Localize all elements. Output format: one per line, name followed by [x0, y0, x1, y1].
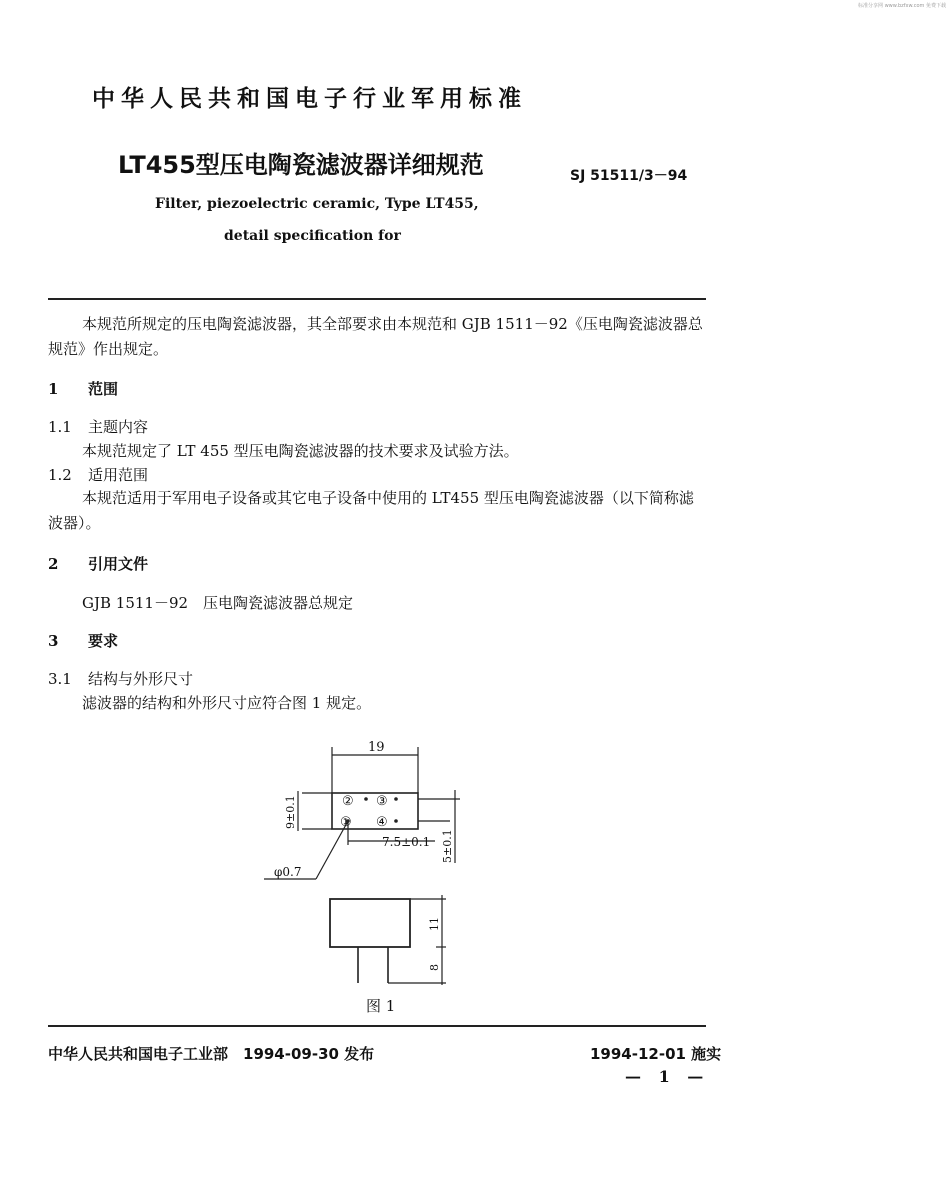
- dim-height-label: 9±0.1: [284, 795, 297, 829]
- section-1-heading: [48, 378, 118, 399]
- footer-issuer: 中华人民共和国电子工业部 1994-09-30 发布: [48, 1045, 375, 1063]
- dim-body-label: 11: [428, 917, 441, 931]
- document-title: LT455型压电陶瓷滤波器详细规范: [118, 151, 484, 179]
- figure-caption: 图 1: [366, 997, 396, 1015]
- pin-dot: [364, 797, 368, 801]
- section-title: 主题内容: [88, 418, 149, 436]
- bottom-rule: [48, 1025, 706, 1027]
- section-2-heading: [48, 553, 148, 574]
- section-number: 2: [48, 555, 59, 573]
- section-title: 结构与外形尺寸: [88, 670, 194, 688]
- section-3-1-heading: [48, 668, 193, 689]
- section-1-1-text: 本规范规定了 LT 455 型压电陶瓷滤波器的技术要求及试验方法。: [82, 442, 519, 460]
- dim-width-label: 19: [368, 740, 385, 755]
- pin-dot: [394, 819, 398, 823]
- pin-4-label: ④: [376, 815, 388, 830]
- section-title: 引用文件: [88, 555, 149, 573]
- pin-2-label: ②: [342, 794, 354, 809]
- page-number: — 1 —: [625, 1067, 710, 1086]
- section-1-2-heading: [48, 464, 148, 485]
- dim-pin-dia-label: φ0.7: [274, 865, 302, 879]
- section-title: 范围: [88, 380, 119, 398]
- section-3-heading: [48, 630, 118, 651]
- intro-paragraph: 本规范所规定的压电陶瓷滤波器，其全部要求由本规范和 GJB 1511－92《压电陶瓷滤波器总规范》作出规定。: [48, 315, 703, 358]
- section-number: 1.2: [48, 466, 72, 484]
- section-number: 1: [48, 380, 59, 398]
- top-rule: [48, 298, 706, 300]
- section-number: 3.1: [48, 670, 72, 688]
- footer-effective-date: 1994-12-01 施实: [590, 1045, 722, 1063]
- section-title: 要求: [88, 632, 119, 650]
- dim-lead-label: 8: [428, 964, 441, 971]
- section-title: 适用范围: [88, 466, 149, 484]
- standard-header: 中华人民共和国电子行业军用标准: [92, 86, 527, 112]
- dim-pin-pitch-label: 5±0.1: [441, 829, 454, 863]
- section-number: 3: [48, 632, 59, 650]
- filter-side-view: [330, 899, 410, 947]
- figure-1-drawing: [250, 735, 470, 995]
- section-number: 1.1: [48, 418, 72, 436]
- pin-dot: [394, 797, 398, 801]
- dim-pitch-label: 7.5±0.1: [382, 835, 431, 849]
- watermark-text: 标准分享网 www.bzfxw.com 免费下载: [858, 3, 946, 9]
- pin-3-label: ③: [376, 794, 388, 809]
- pin-1-label: ①: [340, 815, 352, 830]
- section-1-2-text: 本规范适用于军用电子设备或其它电子设备中使用的 LT455 型压电陶瓷滤波器（以下简称滤波器）。: [48, 489, 694, 532]
- section-2-text: GJB 1511－92 压电陶瓷滤波器总规定: [82, 594, 354, 612]
- english-title-line1: Filter, piezoelectric ceramic, Type LT455,: [155, 196, 479, 212]
- english-title-line2: detail specification for: [224, 228, 401, 244]
- section-3-1-text: 滤波器的结构和外形尺寸应符合图 1 规定。: [82, 694, 372, 712]
- section-1-1-heading: [48, 416, 148, 437]
- document-number: SJ 51511/3－94: [570, 168, 688, 184]
